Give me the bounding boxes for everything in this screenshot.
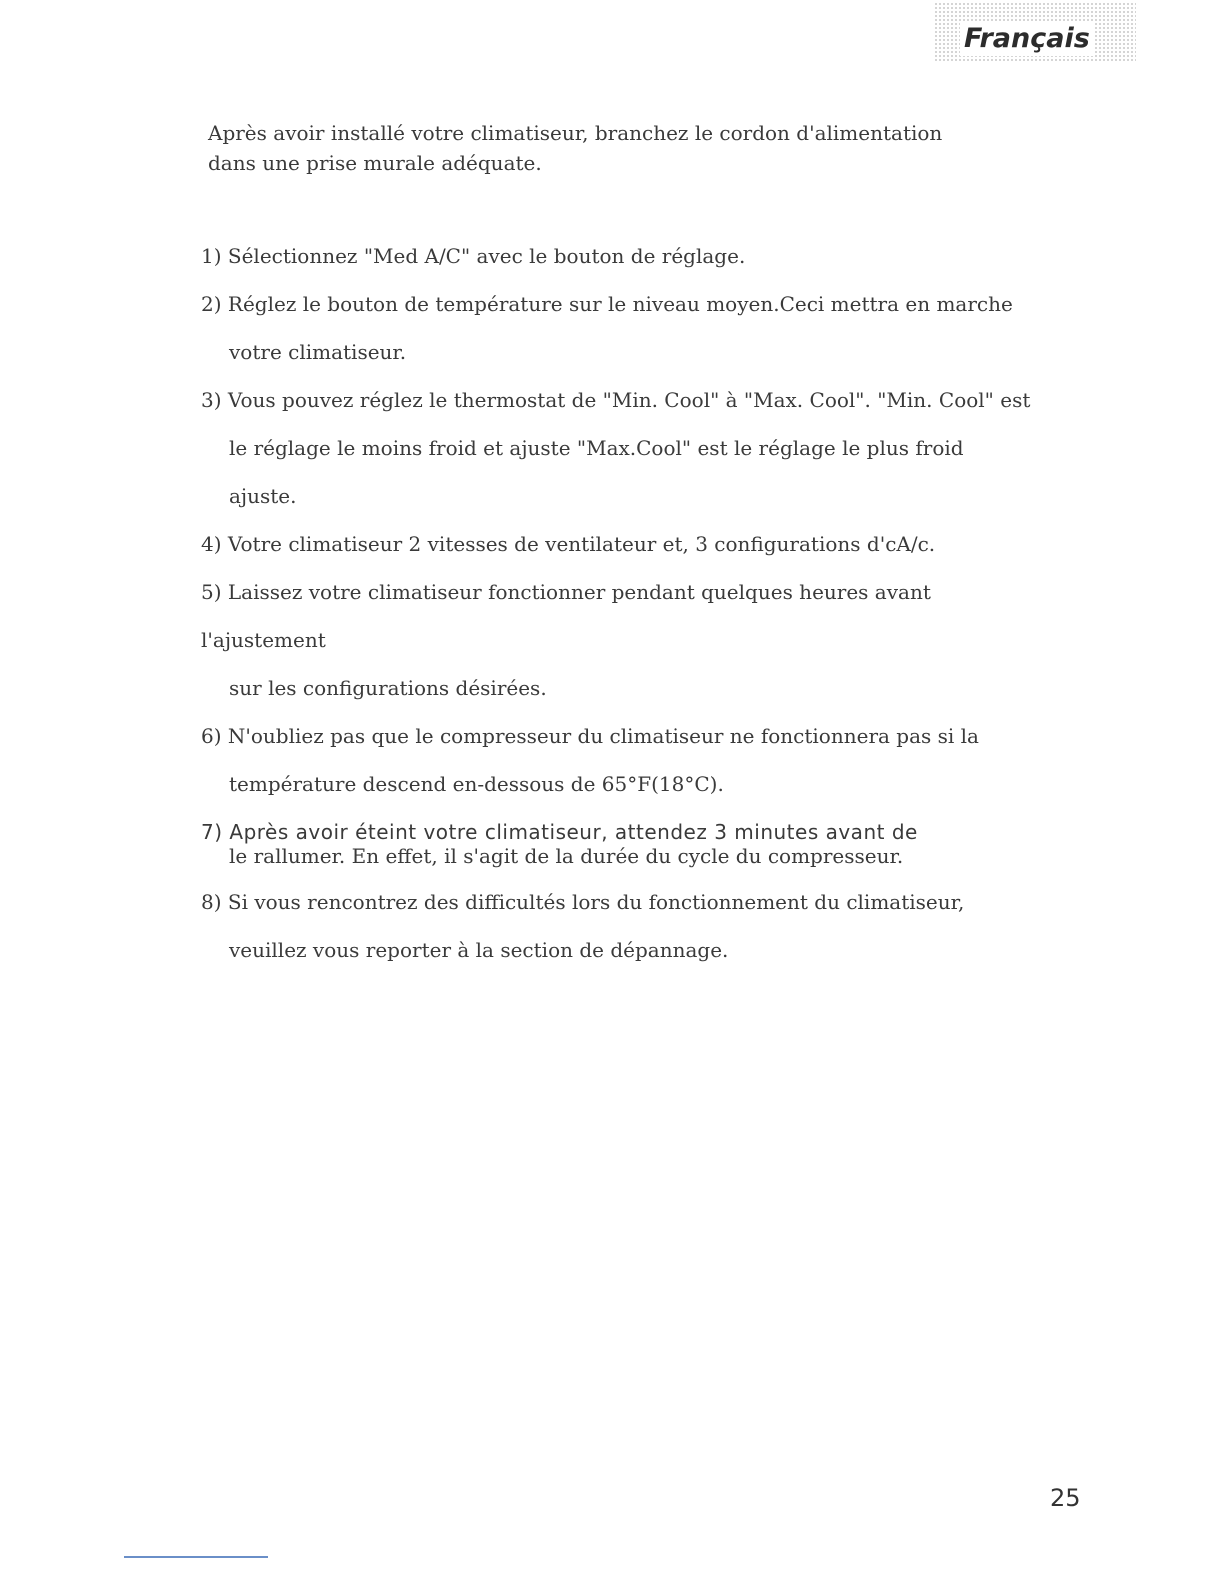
step-3 bbox=[201, 376, 1031, 520]
intro-paragraph bbox=[208, 118, 1028, 178]
step-4 bbox=[201, 520, 1031, 568]
step-line: le réglage le moins froid et ajuste "Max.Cool" est le réglage le plus froid ajuste. bbox=[229, 436, 964, 508]
step-line: 1) Sélectionnez "Med A/C" avec le bouton de réglage. bbox=[201, 244, 746, 268]
step-6 bbox=[201, 712, 1031, 808]
step-line: veuillez vous reporter à la section de dépannage. bbox=[229, 938, 729, 962]
step-1 bbox=[201, 232, 1031, 280]
step-line: 8) Si vous rencontrez des difficultés lors du fonctionnement du climatiseur, bbox=[201, 890, 965, 914]
footer-divider bbox=[124, 1556, 268, 1558]
page-number: 25 bbox=[1050, 1484, 1081, 1512]
instruction-steps bbox=[201, 232, 1031, 974]
step-line: le rallumer. En effet, il s'agit de la durée du cycle du compresseur. bbox=[229, 844, 904, 868]
step-8 bbox=[201, 878, 1031, 974]
step-line: 5) Laissez votre climatiseur fonctionner pendant quelques heures avant l'ajustement bbox=[201, 580, 931, 652]
step-line: 2) Réglez le bouton de température sur le niveau moyen.Ceci mettra en marche bbox=[201, 292, 1013, 316]
language-tab bbox=[934, 2, 1136, 62]
step-line: 3) Vous pouvez réglez le thermostat de "Min. Cool" à "Max. Cool". "Min. Cool" est bbox=[201, 388, 1031, 412]
step-2 bbox=[201, 280, 1031, 376]
intro-line: Après avoir installé votre climatiseur, branchez le cordon d'alimentation bbox=[208, 121, 943, 145]
intro-line: dans une prise murale adéquate. bbox=[208, 151, 542, 175]
step-5 bbox=[201, 568, 1031, 712]
language-label: Français bbox=[960, 22, 1094, 56]
step-line: 4) Votre climatiseur 2 vitesses de ventilateur et, 3 configurations d'cA/c. bbox=[201, 532, 936, 556]
step-line: votre climatiseur. bbox=[229, 340, 407, 364]
step-line: température descend en-dessous de 65°F(18°C). bbox=[229, 772, 724, 796]
step-7 bbox=[201, 820, 1031, 868]
step-line: 6) N'oubliez pas que le compresseur du climatiseur ne fonctionnera pas si la bbox=[201, 724, 979, 748]
step-line: 7) Après avoir éteint votre climatiseur, attendez 3 minutes avant de bbox=[201, 820, 918, 844]
step-line: sur les configurations désirées. bbox=[229, 676, 547, 700]
